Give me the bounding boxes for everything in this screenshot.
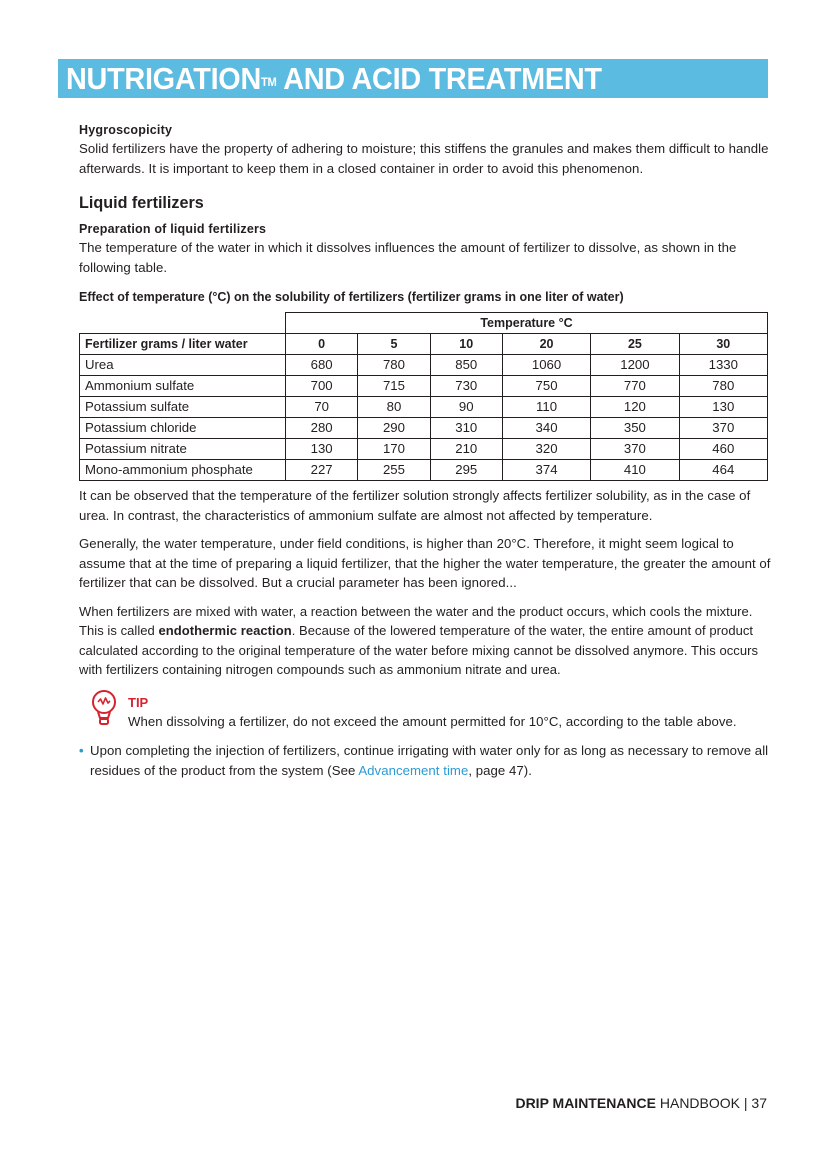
solubility-table: [79, 312, 768, 481]
table-cell: 350: [591, 418, 679, 439]
table-cell: 110: [502, 397, 590, 418]
table-cell: 90: [430, 397, 502, 418]
table-cell: 80: [358, 397, 430, 418]
list-item: • Upon completing the injection of fertilizers, continue irrigating with water only for as long as necessary to remove all residues of the product from the system (See Advancement time, page 47).: [79, 743, 769, 778]
row-header-label: Fertilizer grams / liter water: [80, 334, 286, 355]
hygroscopicity-text: Solid fertilizers have the property of adhering to moisture; this stiffens the granules and makes them difficult to handle afterwards. It is important to keep them in a closed container in order to avoid this phenomenon.: [79, 141, 769, 176]
trademark-symbol: TM: [260, 75, 277, 89]
table-cell: 680: [286, 355, 358, 376]
table-group-header-row: [80, 313, 768, 334]
page-title: NUTRIGATION™ AND ACID TREATMENT: [66, 61, 602, 96]
table-cell: 210: [430, 439, 502, 460]
table-cell: 1060: [502, 355, 590, 376]
table-cell: 780: [358, 355, 430, 376]
temperature-group-header: Temperature °C: [286, 313, 768, 334]
lightbulb-icon: [91, 688, 117, 728]
table-cell: 730: [430, 376, 502, 397]
table-caption: Effect of temperature (°C) on the solubility of fertilizers (fertilizer grams in one liter of water): [79, 290, 624, 304]
footer-brand: HANDBOOK: [655, 1095, 740, 1111]
observation-paragraph: It can be observed that the temperature of the fertilizer solution strongly affects fertilizer solubility, as in the case of urea. In contrast, the characteristics of ammonium sulfate are almost not affected by temperature.: [79, 488, 751, 523]
table-cell: 227: [286, 460, 358, 481]
page-number: 37: [751, 1095, 767, 1111]
endothermic-paragraph: When fertilizers are mixed with water, a reaction between the water and the product occurs, which cools the mixture. This is called endothermic reaction. Because of the lowered temperature of the water, the entire amount of product calculated according to the original temperature of the water before mixing cannot be dissolved anymore. This occurs with fertilizers containing nitrogen compounds such as ammonium nitrate and urea.: [79, 603, 759, 677]
column-header: 20: [502, 334, 590, 355]
table-cell: 130: [286, 439, 358, 460]
column-header: 10: [430, 334, 502, 355]
table-row: [80, 418, 768, 439]
table-cell: 280: [286, 418, 358, 439]
table-cell: 700: [286, 376, 358, 397]
table-cell: 1330: [679, 355, 767, 376]
table-cell: 295: [430, 460, 502, 481]
table-cell: 780: [679, 376, 767, 397]
tip-label: TIP: [128, 694, 149, 710]
table-cell: 290: [358, 418, 430, 439]
table-cell: 750: [502, 376, 590, 397]
fertilizer-name: Urea: [80, 355, 286, 376]
table-cell: 320: [502, 439, 590, 460]
table-header-row: [80, 334, 768, 355]
generally-paragraph: Generally, the water temperature, under field conditions, is higher than 20°C. Therefore, it might seem logical to assume that at the time of preparing a liquid fertilizer, that the higher the water temperature, the greater the amount of fertilizer that can be dissolved. But a crucial parameter has been ignored...: [79, 536, 771, 590]
table-cell: 460: [679, 439, 767, 460]
hygroscopicity-heading: Hygroscopicity: [79, 123, 173, 137]
fertilizer-name: Potassium nitrate: [80, 439, 286, 460]
column-header: 5: [358, 334, 430, 355]
table-cell: 340: [502, 418, 590, 439]
table-cell: 850: [430, 355, 502, 376]
table-cell: 370: [591, 439, 679, 460]
table-cell: 255: [358, 460, 430, 481]
footer-brand-bold: DRIP MAINTENANCE: [515, 1095, 656, 1111]
table-row: [80, 439, 768, 460]
page-banner: [58, 59, 768, 98]
advancement-time-link[interactable]: Advancement time: [358, 762, 469, 778]
page-content: [79, 122, 771, 780]
table-row: [80, 397, 768, 418]
liquid-fertilizers-heading: Liquid fertilizers: [79, 193, 204, 212]
footer-separator: |: [743, 1095, 748, 1111]
table-row: [80, 376, 768, 397]
column-header: 25: [591, 334, 679, 355]
table-cell: 410: [591, 460, 679, 481]
table-cell: 374: [502, 460, 590, 481]
table-cell: 130: [679, 397, 767, 418]
table-corner-cell: [80, 313, 286, 334]
fertilizer-name: Potassium sulfate: [80, 397, 286, 418]
table-cell: 770: [591, 376, 679, 397]
table-cell: 70: [286, 397, 358, 418]
preparation-subheading: Preparation of liquid fertilizers: [79, 222, 267, 236]
table-cell: 170: [358, 439, 430, 460]
table-cell: 310: [430, 418, 502, 439]
page-footer: [515, 1094, 767, 1112]
column-header: 30: [679, 334, 767, 355]
bullet-icon: •: [79, 743, 84, 758]
table-row: [80, 460, 768, 481]
endothermic-term: endothermic reaction: [158, 623, 292, 638]
table-cell: 120: [591, 397, 679, 418]
table-cell: 464: [679, 460, 767, 481]
fertilizer-name: Ammonium sulfate: [80, 376, 286, 397]
column-header: 0: [286, 334, 358, 355]
table-row: [80, 355, 768, 376]
fertilizer-name: Mono-ammonium phosphate: [80, 460, 286, 481]
table-cell: 715: [358, 376, 430, 397]
fertilizer-name: Potassium chloride: [80, 418, 286, 439]
preparation-text: The temperature of the water in which it dissolves influences the amount of fertilizer to dissolve, as shown in the following table.: [79, 240, 737, 275]
tip-block: [79, 694, 771, 732]
table-cell: 1200: [591, 355, 679, 376]
table-cell: 370: [679, 418, 767, 439]
tip-text: When dissolving a fertilizer, do not exceed the amount permitted for 10°C, according to the table above.: [128, 713, 737, 729]
